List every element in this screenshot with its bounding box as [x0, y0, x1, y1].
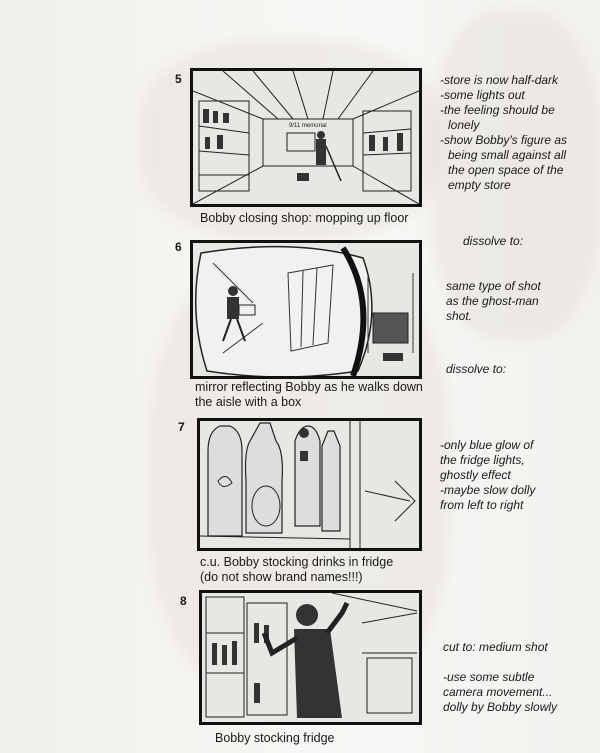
caption-panel-8	[215, 731, 335, 746]
caption-panel-7	[200, 555, 393, 585]
caption-line: c.u. Bobby stocking drinks in fridge	[200, 555, 394, 569]
notes-panel-6	[446, 279, 541, 324]
note-line: -the feeling should be	[440, 103, 555, 117]
note-line: shot.	[446, 309, 473, 323]
note-line: -use some subtle	[443, 670, 535, 684]
sketch-empty-store	[193, 71, 419, 204]
note-line: from left to right	[440, 498, 524, 512]
note-line: empty store	[448, 178, 511, 192]
note-line: lonely	[448, 118, 480, 132]
shot-number-8: 8	[180, 594, 187, 608]
transition-dissolve-2: dissolve to:	[446, 362, 507, 376]
storyboard-frame-6	[190, 240, 422, 379]
note-line: camera movement...	[443, 685, 553, 699]
note-line: -show Bobby's figure as	[440, 133, 568, 147]
notes-panel-8	[443, 670, 557, 715]
storyboard-frame-7	[197, 418, 422, 551]
storyboard-frame-8	[199, 590, 422, 725]
transition-dissolve-1: dissolve to:	[463, 234, 524, 248]
shot-number-7: 7	[178, 420, 185, 434]
caption-panel-6	[195, 380, 423, 410]
note-line: same type of shot	[446, 279, 541, 293]
shot-number-5: 5	[175, 72, 182, 86]
note-line: ghostly effect	[440, 468, 511, 482]
note-line: -some lights out	[440, 88, 525, 102]
frame-sign-text: 9/11 memorial	[289, 123, 327, 129]
caption-line: (do not show brand names!!!)	[200, 570, 363, 584]
transition-cut: cut to: medium shot	[443, 640, 548, 654]
caption-line: Bobby stocking fridge	[215, 731, 335, 745]
caption-line: the aisle with a box	[195, 395, 302, 409]
notes-panel-5	[440, 73, 567, 193]
notes-panel-7	[440, 438, 535, 513]
note-line: being small against all	[448, 148, 567, 162]
caption-line: mirror reflecting Bobby as he walks down	[195, 380, 423, 394]
sketch-fridge-bottles	[200, 421, 419, 548]
note-line: dolly by Bobby slowly	[443, 700, 558, 714]
sketch-mirror-reflection	[193, 243, 419, 376]
note-line: -maybe slow dolly	[440, 483, 536, 497]
caption-line: Bobby closing shop: mopping up floor	[200, 211, 409, 225]
note-line: the fridge lights,	[440, 453, 525, 467]
note-line: -store is now half-dark	[440, 73, 559, 87]
sketch-stocking-fridge	[202, 593, 419, 722]
shot-number-6: 6	[175, 240, 182, 254]
note-line: as the ghost-man	[446, 294, 539, 308]
note-line: the open space of the	[448, 163, 564, 177]
caption-panel-5	[200, 211, 408, 226]
storyboard-frame-5	[190, 68, 422, 207]
note-line: -only blue glow of	[440, 438, 534, 452]
